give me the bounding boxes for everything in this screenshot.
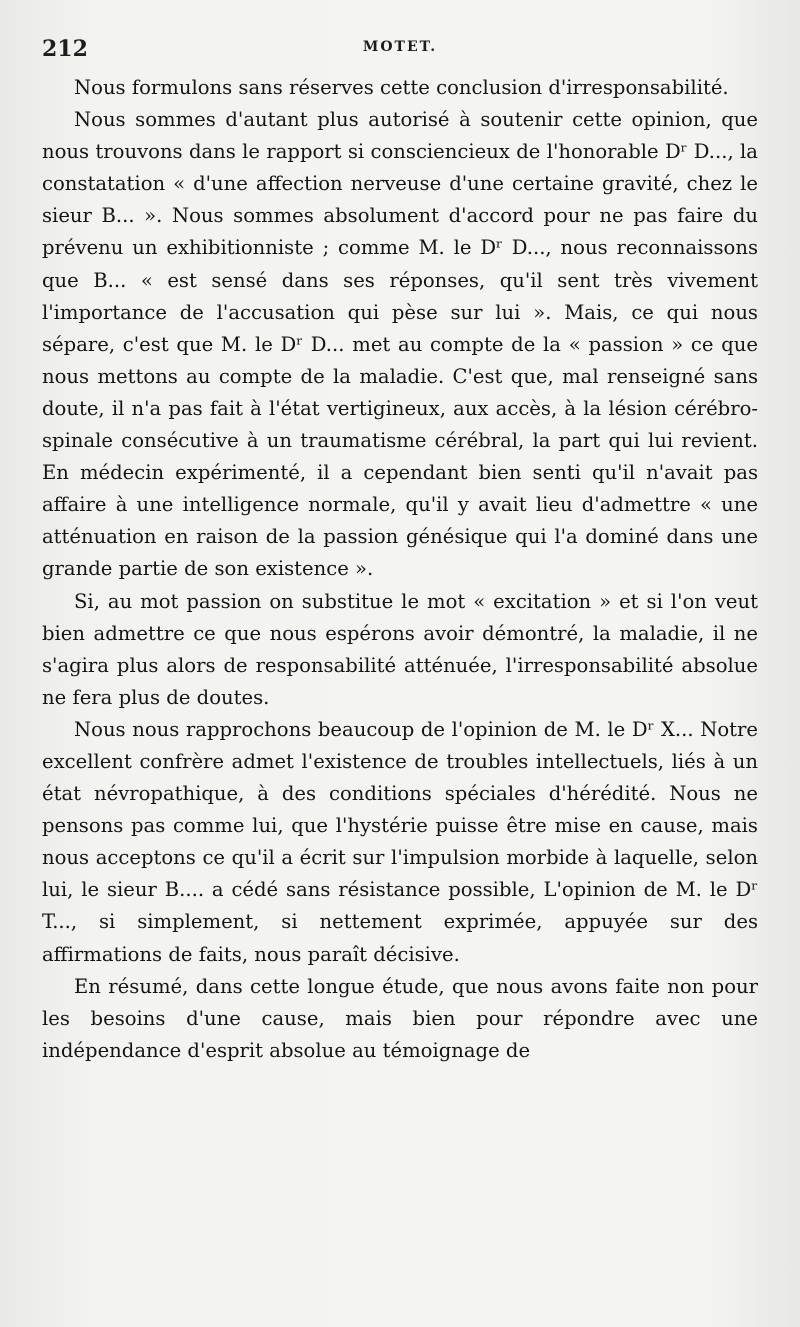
paragraph: Nous formulons sans réserves cette conclusion d'irresponsabilité. <box>74 76 729 99</box>
paragraph: Si, au mot passion on substitue le mot « excitation » et si l'on veut bien admettre ce que nous espérons avoir démontré, la maladie, il ne s'agira plus alors de responsabilité atténuée, l'irresponsabilité absolue ne fera plus de doutes. <box>42 589 758 709</box>
page-header <box>42 36 758 66</box>
paragraph: Nous nous rapprochons beaucoup de l'opinion de M. le Dʳ X... Notre excellent confrère admet l'existence de troubles intellectuels, liés à un état névropathique, à des conditions spéciales d'hérédité. Nous ne pensons pas comme lui, que l'hystérie puisse être mise en cause, mais nous acceptons ce qu'il a écrit sur l'impulsion morbide à laquelle, selon lui, le sieur B.... a cédé sans résistance possible, L'opinion de M. le Dʳ T..., si simplement, si nettement exprimée, appuyée sur des affirmations de faits, nous paraît décisive. <box>42 717 758 966</box>
body-text <box>42 72 758 1067</box>
running-head: MOTET. <box>362 39 438 55</box>
page-number: 212 <box>42 36 88 62</box>
paragraph: Nous sommes d'autant plus autorisé à soutenir cette opinion, que nous trouvons dans le rapport si consciencieux de l'honorable Dʳ D..., la constatation « d'une affection nerveuse d'une certaine gravité, chez le sieur B... ». Nous sommes absolument d'accord pour ne pas faire du prévenu un exhibitionniste ; comme M. le Dʳ D..., nous reconnaissons que B... « est sensé dans ses réponses, qu'il sent très vivement l'importance de l'accusation qui pèse sur lui ». Mais, ce qui nous sépare, c'est que M. le Dʳ D... met au compte de la « passion » ce que nous mettons au compte de la maladie. C'est que, mal renseigné sans doute, il n'a pas fait à l'état vertigineux, aux accès, à la lésion cérébro-spinale consécutive à un traumatisme cérébral, la part qui lui revient. En médecin expérimenté, il a cependant bien senti qu'il n'avait pas affaire à une intelligence normale, qu'il y avait lieu d'admettre « une atténuation en raison de la passion génésique qui l'a dominé dans une grande partie de son existence ». <box>42 108 758 581</box>
paragraph: En résumé, dans cette longue étude, que nous avons faite non pour les besoins d'une cause, mais bien pour répondre avec une indépendance d'esprit absolue au témoignage de <box>42 974 758 1062</box>
